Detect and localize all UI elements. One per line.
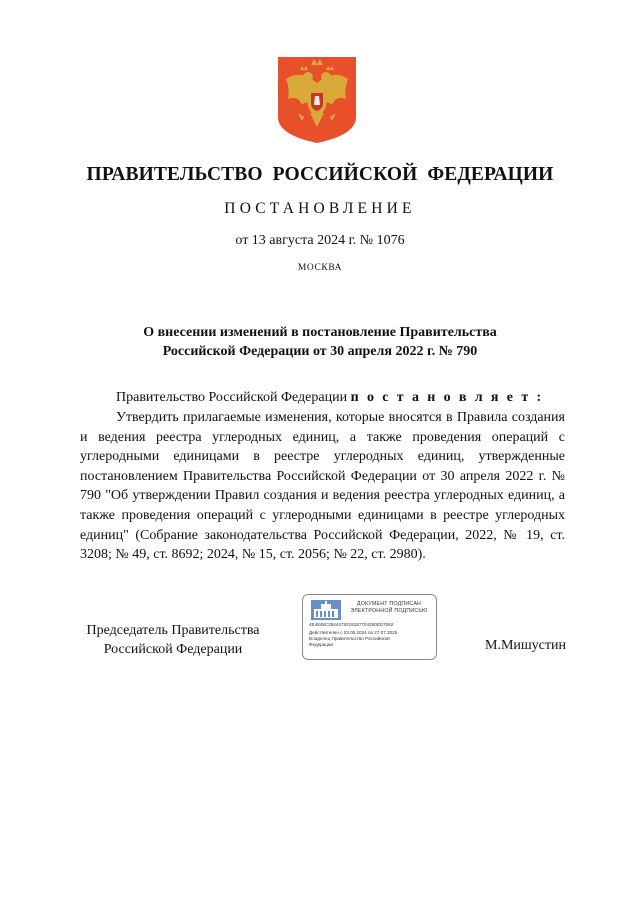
document-city: МОСКВА — [297, 263, 343, 273]
stamp-heading — [343, 601, 435, 615]
document-subject — [100, 323, 540, 361]
decree-intro-text: Правительство Российской Федерации — [116, 390, 351, 405]
certificate-serial: 4E4848C2844479319187704260ED7062 — [309, 622, 394, 627]
position-line-2: Российской Федерации — [103, 642, 243, 657]
russian-coat-of-arms-icon — [276, 55, 358, 145]
stamp-heading-line-1: ДОКУМЕНТ ПОДПИСАН — [356, 601, 422, 607]
position-line-1: Председатель Правительства — [86, 623, 260, 638]
government-title: ПРАВИТЕЛЬСТВО РОССИЙСКОЙ ФЕДЕРАЦИИ — [86, 164, 554, 185]
document-type: ПОСТАНОВЛЕНИЕ — [224, 200, 416, 217]
certificate-owner-line-2: Федерации — [309, 642, 334, 647]
decree-word: п о с т а н о в л я е т : — [350, 390, 544, 405]
subject-line-1: О внесении изменений в постановление Правительства — [143, 325, 497, 340]
electronic-signature-stamp — [302, 594, 437, 660]
signatory-name: М.Мишустин — [485, 638, 566, 653]
stamp-heading-line-2: ЭЛЕКТРОННОЙ ПОДПИСЬЮ — [350, 608, 428, 614]
subject-line-2: Российской Федерации от 30 апреля 2022 г. № 790 — [162, 344, 478, 359]
certificate-validity: Действителен с 03.05.2024 по 27.07.2025 — [309, 630, 398, 635]
certificate-owner-line-1: Владелец Правительство Российской — [309, 636, 390, 641]
decree-intro — [80, 388, 565, 408]
document-date-number: от 13 августа 2024 г. № 1076 — [235, 233, 405, 248]
signatory-position — [78, 621, 268, 659]
decree-paragraph: Утвердить прилагаемые изменения, которые вносятся в Правила создания и ведения реестра углеродных единиц, а также проведения операций с углеродными единицами в реестре углеродных единиц, утвержденные постановлением Правительства Российской Федерации от 30 апреля 2022 г. № 790 "Об утверждении Правил создания и ведения реестра углеродных единиц, а также проведения операций с углеродными единицами в реестре углеродных единиц" (Собрание законодательства Российской Федерации, 2022, № 19, ст. 3208; № 49, ст. 8692; 2024, № 15, ст. 2056; № 22, ст. 2980). — [80, 410, 565, 563]
government-building-icon — [311, 600, 341, 620]
